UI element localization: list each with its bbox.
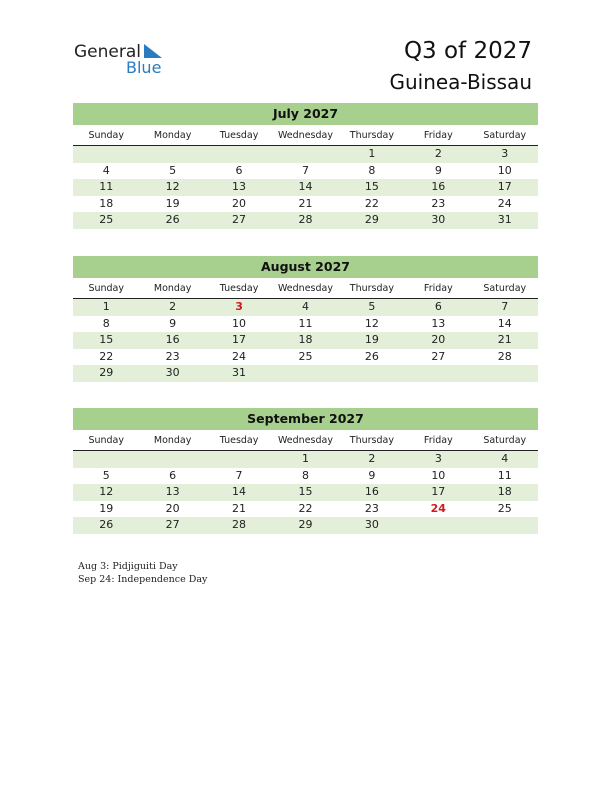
date-cell: 25 [99,213,114,226]
date-cell: 30 [165,366,180,379]
date-cell: 15 [99,333,114,346]
date-cell: 19 [99,501,114,515]
date-cell: 21 [497,333,512,346]
date-cell: 20 [165,501,180,515]
logo-text-blue: Blue [126,58,162,77]
weekday-label: Saturday [483,283,527,294]
date-cell: 7 [301,163,309,177]
date-cell [139,146,205,163]
date-cell [139,451,205,468]
holiday-note: Sep 24: Independence Day [78,574,208,585]
weekday-label: Sunday [88,435,124,446]
date-cell: 12 [99,485,114,498]
date-cell: 14 [232,485,247,498]
weekday-label: Friday [423,130,453,141]
weekday-label: Tuesday [219,283,259,294]
date-cell: 2 [368,452,376,465]
weekday-label: Monday [153,435,192,446]
date-cell [206,451,272,468]
date-cell: 23 [165,349,180,363]
date-cell: 24 [232,349,247,363]
date-cell: 22 [298,501,313,515]
week-row [73,146,538,163]
date-cell: 6 [235,163,243,177]
date-cell: 10 [431,468,446,482]
date-cell: 2 [434,147,442,160]
date-cell: 27 [431,349,446,363]
date-cell: 19 [364,333,379,346]
date-cell: 28 [298,213,313,226]
weekday-label: Friday [423,435,453,446]
date-cell: 15 [364,180,379,193]
date-cell: 1 [301,452,309,465]
weekday-header-row [73,431,538,451]
date-cell: 16 [431,180,446,193]
date-cell: 7 [235,468,243,482]
weekday-label: Friday [423,283,453,294]
page-title: Q3 of 2027 [403,38,532,64]
date-cell: 3 [434,452,442,465]
date-cell: 22 [99,349,114,363]
weekday-label: Thursday [349,435,394,446]
date-cell: 13 [431,316,446,330]
week-row [73,299,538,316]
date-cell: 16 [165,333,180,346]
date-cell [272,146,338,163]
weekday-label: Sunday [88,283,124,294]
month-title: August 2027 [73,256,538,278]
holiday-date-cell: 24 [430,501,446,515]
date-cell [405,517,471,534]
date-cell: 17 [431,485,446,498]
weekday-label: Wednesday [277,283,333,294]
week-row [73,468,538,485]
date-cell: 7 [501,300,509,313]
holiday-note: Aug 3: Pidjiguiti Day [78,561,178,572]
holiday-date-cell: 3 [235,300,243,313]
date-cell: 13 [232,180,247,193]
date-cell: 5 [169,163,177,177]
date-cell: 21 [232,501,247,515]
month-calendar-july [73,103,538,229]
week-row [73,163,538,180]
date-cell: 15 [298,485,313,498]
date-cell: 4 [501,452,509,465]
date-cell: 27 [232,213,247,226]
date-cell: 28 [232,518,247,531]
date-cell: 10 [232,316,247,330]
date-cell: 11 [99,180,114,193]
weekday-label: Thursday [349,283,394,294]
date-cell: 14 [298,180,313,193]
date-cell: 29 [99,366,114,379]
week-row [73,316,538,333]
date-cell: 22 [364,196,379,210]
weekday-label: Monday [153,130,192,141]
date-cell: 3 [501,147,509,160]
date-cell: 31 [232,366,247,379]
date-cell: 8 [102,316,110,330]
date-cell: 20 [431,333,446,346]
date-cell: 27 [165,518,180,531]
date-cell: 24 [497,196,512,210]
date-cell [472,365,538,382]
date-cell: 26 [364,349,379,363]
date-cell: 31 [497,213,512,226]
date-cell [272,365,338,382]
date-cell: 13 [165,485,180,498]
date-cell: 4 [102,163,110,177]
date-cell: 18 [298,333,313,346]
date-cell: 29 [364,213,379,226]
week-row [73,517,538,534]
month-title: September 2027 [73,408,538,430]
date-cell: 25 [497,501,512,515]
date-cell: 12 [364,316,379,330]
weekday-label: Wednesday [277,130,333,141]
weekday-label: Saturday [483,130,527,141]
week-row [73,179,538,196]
date-cell: 5 [102,468,110,482]
date-cell: 19 [165,196,180,210]
date-cell: 12 [165,180,180,193]
date-cell: 5 [368,300,376,313]
date-cell: 14 [497,316,512,330]
date-cell: 20 [232,196,247,210]
week-row [73,484,538,501]
week-row [73,451,538,468]
weekday-label: Wednesday [277,435,333,446]
week-row [73,196,538,213]
date-cell: 9 [434,163,442,177]
date-cell: 6 [434,300,442,313]
week-row [73,349,538,366]
date-cell: 17 [232,333,247,346]
country-name: Guinea-Bissau [389,70,532,94]
weekday-header-row [73,279,538,299]
month-title: July 2027 [73,103,538,125]
date-cell: 8 [368,163,376,177]
holiday-notes [78,560,207,586]
date-cell: 30 [431,213,446,226]
weekday-label: Monday [153,283,192,294]
week-row [73,332,538,349]
date-cell: 11 [497,468,512,482]
date-cell: 30 [364,518,379,531]
weekday-label: Saturday [483,435,527,446]
date-cell: 9 [368,468,376,482]
date-cell: 23 [431,196,446,210]
date-cell: 26 [165,213,180,226]
date-cell: 6 [169,468,177,482]
weekday-label: Tuesday [219,130,259,141]
weekday-label: Sunday [88,130,124,141]
date-cell: 26 [99,518,114,531]
date-cell: 2 [169,300,177,313]
weekday-label: Tuesday [219,435,259,446]
date-cell: 23 [364,501,379,515]
date-cell [339,365,405,382]
date-cell: 8 [301,468,309,482]
week-row [73,501,538,518]
weekday-header-row [73,126,538,146]
week-row [73,212,538,229]
date-cell: 1 [102,300,110,313]
date-cell: 28 [497,349,512,363]
date-cell: 25 [298,349,313,363]
date-cell: 9 [169,316,177,330]
month-calendar-september [73,408,538,534]
date-cell [405,365,471,382]
date-cell [73,451,139,468]
week-row [73,365,538,382]
date-cell [73,146,139,163]
date-cell: 4 [301,300,309,313]
date-cell [206,146,272,163]
month-calendar-august [73,256,538,382]
date-cell: 29 [298,518,313,531]
logo-text-general: General [74,42,141,62]
date-cell [472,517,538,534]
date-cell: 16 [364,485,379,498]
date-cell: 18 [497,485,512,498]
date-cell: 11 [298,316,313,330]
weekday-label: Thursday [349,130,394,141]
date-cell: 17 [497,180,512,193]
date-cell: 18 [99,196,114,210]
date-cell: 10 [497,163,512,177]
date-cell: 21 [298,196,313,210]
date-cell: 1 [368,147,376,160]
